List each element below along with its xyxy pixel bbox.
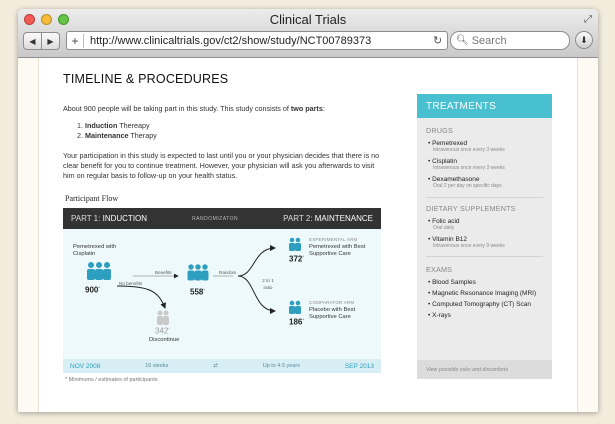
intro-prefix: About 900 people will be taking part in this study. This study consists of — [63, 104, 291, 113]
start-drug-label: Pemetrexed with Cisplatin — [73, 244, 117, 257]
intro-suffix: : — [322, 104, 325, 113]
list-item: • Magnetic Resonance Imaging (MRI) — [428, 290, 537, 297]
list-item: • X-rays — [428, 312, 451, 319]
intro-bold: two parts — [290, 104, 323, 113]
treatments-panel — [417, 94, 552, 379]
add-bookmark-icon[interactable]: + — [67, 34, 84, 48]
timeline-bar — [63, 359, 381, 373]
people-icon — [188, 264, 209, 280]
viewport — [18, 58, 598, 412]
address-bar[interactable] — [66, 31, 448, 50]
discontinue-count: 342* — [155, 326, 170, 336]
forward-button[interactable]: ▶ — [42, 32, 60, 50]
title-bar — [18, 9, 598, 58]
risks-link[interactable]: View possible risks and disconforts — [417, 360, 552, 379]
list-item: 2. Maintenance Therapy — [85, 131, 157, 141]
nav-buttons — [23, 32, 60, 50]
experimental-count: 372* — [289, 254, 304, 264]
ratio-label: 2 to 1 ratio — [262, 278, 274, 290]
list-item: • Pemetrexed Intravenous once every 3 weeks — [428, 140, 505, 153]
no-benefits-label: No benefits — [119, 281, 143, 286]
exams-heading: EXAMS — [426, 265, 453, 274]
comparator-arm-label: COMPARATOR ARM — [309, 300, 355, 305]
divider — [426, 256, 543, 257]
search-field[interactable] — [450, 31, 570, 50]
back-button[interactable]: ◀ — [23, 32, 42, 50]
experimental-arm-label: EXPERIMENTAL ARM — [309, 237, 358, 242]
browser-window — [18, 9, 598, 412]
duration-part1: 16 weeks — [145, 363, 169, 369]
search-placeholder: Search — [471, 34, 507, 47]
start-date: NOV 2008 — [70, 362, 101, 370]
part2-label: PART 2: MAINTENANCE — [283, 214, 373, 223]
duration-part2: Up to 4.5 years — [262, 363, 300, 369]
list-item: • Cisplatin Intravenous once every 3 weeks — [428, 158, 505, 171]
random-count: 558* — [190, 287, 205, 297]
flow-arrows — [63, 208, 381, 373]
comparator-count: 186* — [289, 317, 304, 327]
search-icon: 🔍︎ — [456, 35, 469, 46]
list-item: • Dexamethasone Oral 2 per day on specific days — [428, 176, 502, 189]
downloads-icon[interactable]: ⬇ — [575, 31, 593, 49]
supplements-heading: DIETARY SUPPLEMENTS — [426, 204, 516, 213]
parts-list — [73, 121, 157, 141]
participant-flow-diagram — [63, 208, 381, 373]
experimental-arm-text: Pemetrexed with Best Supportive Care — [309, 244, 366, 257]
drugs-heading: DRUGS — [426, 126, 453, 135]
page — [38, 58, 578, 412]
participation-text: Your participation in this study is expected to last until you or your physician decides that there is no clear benefit for you to continue treatment. However, your physician will ask you afterwards to visit him on regular basis to follow-up on your health status. — [63, 151, 380, 180]
intro-text — [63, 104, 363, 113]
list-item: • Vitamin B12 Intravenous once every 9 weeks — [428, 236, 505, 249]
swap-icon: ⇄ — [213, 363, 218, 369]
randomization-label: RANDOMIZATON — [192, 215, 239, 222]
part1-label: PART 1: INDUCTION — [71, 214, 148, 223]
footnote: * Minimums / estimates of participants — [65, 377, 158, 383]
benefits-label: Benefits — [155, 270, 172, 275]
people-icon — [289, 238, 301, 251]
url-text[interactable]: http://www.clinicaltrials.gov/ct2/show/study/NCT00789373 — [90, 34, 372, 47]
people-icon — [157, 311, 169, 326]
comparator-arm-text: Placebo with Best Supportive Care — [309, 307, 356, 320]
people-icon — [87, 262, 111, 280]
treatments-title: TREATMENTS — [417, 94, 552, 118]
random-label: Random — [219, 270, 237, 275]
list-item: • Blood Samples — [428, 279, 476, 286]
divider — [426, 197, 543, 198]
discontinue-label: Discontinue — [149, 337, 180, 343]
end-date: SEP 2013 — [344, 362, 374, 370]
list-item: • Folic acid Oral daily — [428, 218, 460, 231]
flow-title: Participant Flow — [65, 194, 119, 203]
list-item: • Computed Tomography (CT) Scan — [428, 301, 531, 308]
window-title: Clinical Trials — [269, 12, 347, 27]
reload-icon[interactable]: ↻ — [433, 35, 443, 47]
page-title: TIMELINE & PROCEDURES — [63, 72, 229, 86]
start-count: 900* — [85, 285, 100, 295]
fullscreen-icon[interactable]: ⤢ — [584, 14, 592, 25]
people-icon — [289, 301, 301, 314]
list-item: 1. Induction Thereapy — [85, 121, 157, 131]
